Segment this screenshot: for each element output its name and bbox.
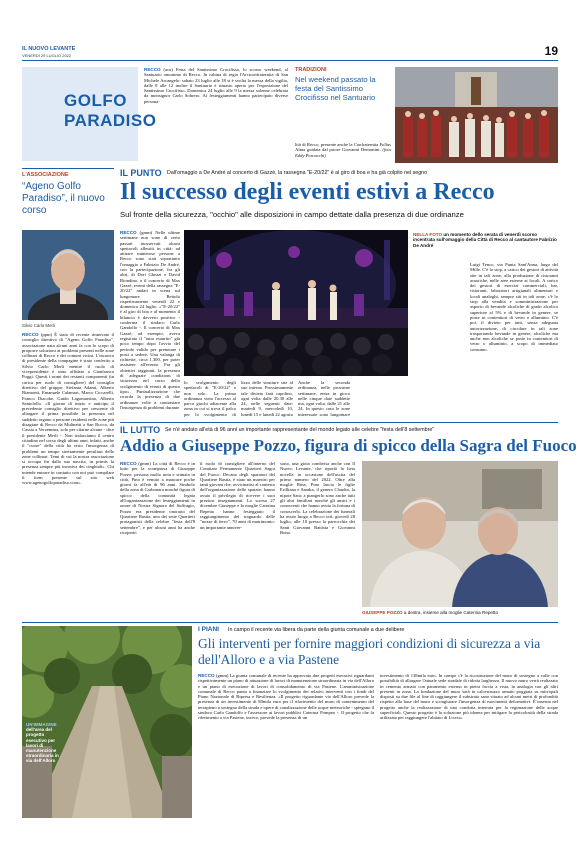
concert-photo-caption [413,232,558,248]
top-story-credit: (foto Eddy Porcacchi) [295,147,391,158]
main-col3-text: lizzo delle strutture site al suo interno. Prossimamente tale divieto farà capolino, ogni volta dalle 20.30 alle 24, nelle seguenti date: martedì 9, mercoledì 10, lunedì 15 e lunedì 22 agosto [241,380,293,417]
issue-date: VENERDÌ 29 LUGLIO 2022 [22,53,72,58]
masthead [22,44,558,60]
obituary-lead: RECCO [120,461,137,466]
via-alloro-caption-lead: UN'IMMAGINE [26,722,57,727]
section-title-line1: GOLFO [64,91,127,110]
obituary-col2-text: il ruolo di consigliere all'interno del Comitato Permanente Quartieri Sagra del Fuoco. Decano degli sparatori del Quartiere Bastia, è stato un maestro per tanti giovani che, avvicinatisi al contesto dell'organizzazione delle sparate, hanno avuto il privilegio di ricevere i suoi preziosi insegnamenti. Lo scorso 27 dicembre Giuseppe e la moglie Caterina Repetto hanno festeggiato il raggiungimento del traguardo delle "nozze di ferro", 70 anni di matrimonio: un importante anniver- [200,461,275,530]
main-right-col [470,262,558,418]
main-headline: Il successo degli eventi estivi a Recco [120,179,495,205]
main-lead: RECCO [120,230,137,235]
plans-col1 [198,673,374,818]
association-rule [22,168,114,169]
merli-portrait [22,230,114,320]
section-title-line2: PARADISO [64,111,157,130]
association-text: (ppm) È stato di recente rinnovato il consiglio direttivo di "Ageno Golfo Paradiso", associazione nata alcuni anni fa con lo scopo di proporre soluzioni ai problemi presenti nelle zone collinari di Recco e dei comuni vicini. L'incarico di presidente della compagine è stato conferito a Silvio Carlo Merli mentre il ruolo di vicepresidente è stato affidato a Gianfranco Poggi. Questi i nomi dei restanti componenti (in carica per ruolo di consigliere) del consiglio direttivo del gruppo: Stefania Adami, Alberto Biamonti, Emanuele Calamari, Marco Ciccarelli, Franco Diacobe, Guido Lagomarsino, Alberto Santolollo. «Il giorno di inizio e anticipo il precedente consiglio direttivo per crescente di allargare il prima possibile la presenza nel suddetto organo a persone residenti nelle zone più disagiate di Recco da Mulinetti a San Rocco, da Cassia a Verzemma, solo per citarne alcune - dice il presidente Merli -. Non tralasciamo il centro cittadino nel corso degli ultimi anni, infatti, anche il "cuore" della città ha visto l'insorgenza di problemi un tempo strettamente peculiari delle zone collinari. Temi di cui la nostra associazione si occupa fin dalla sua nascita, in primis la presenza sempre più invasiva dei cinghiali». Chi intende entrare in contatto con noi può compilare il form presente sul sito web www.agenogolfoparadiso.com». [22,332,114,486]
obituary-col1 [120,461,195,617]
association-headline: “Ageno Golfo Paradiso”, il nuovo corso [22,181,105,216]
plans-headline: Gli interventi per fornire maggiori condizioni di sicurezza a via dell'Alloro e a via Pastene [198,636,541,667]
obituary-col3-text: sario, una gioia condivisa anche con Il Nuovo Levante, che riportò la lieta novella in occasione dell'uscita del primo numero del 2022. Oltre alla moglie Rina, Pino lascia le figlie Erilliana e Sandra, il genero Claudio, la nipote Sara: a piangerlo sono anche tutti gli altri familiari nonché gli amici e i conoscenti che hanno avuto la fortuna di conoscerlo. La celebrazione dei funerali ha avuto luogo a Recco ieri, giovedì 28 luglio, alle 10 presso la parrocchia dei Santi Giovanni Battista e Giovanni Bono. [280,461,355,535]
main-strap: Dall'omaggio a De André al concerto di Gazzè, la rassegna "E-20/22" è al giro di boa e ha già colpito nel segno [167,170,428,176]
pozzo-caption-lead: GIUSEPPE POZZO [362,610,403,615]
plans-col2 [380,673,558,818]
main-col4 [298,380,350,418]
top-story-kicker: TRADIZIONI [295,67,327,73]
obituary-col3 [280,461,355,617]
page-number: 19 [544,44,558,58]
pozzo-photo [362,461,558,607]
top-story-caption [295,142,391,164]
association-lead: RECCO [22,332,39,337]
main-right-col-text: Luigi Tenco, via Punta Sant'Anna, largo del Mille. C'è lo stop, a carico dei gestori di attività site in tali zone, alla produzione di ristoranti acustiche, nelle aree esterne ai locali. A carico dei gestori di esercizi commerciali, bar, ristoranti, laboratori artigianali alimentari e locali analoghi, sempre siti in tali zone, c'è lo stop alla vendita e somministrazione per asporto di bevande alcoliche di grado alcolico superiore al 5% e di bevande in genere, se poste in contenitori di vetro o alluminio. C'è poi, il divieto per tutti, senza adeguata autorizzazione, di circolare in tali zone trasportando bevande in genere, alcoliche ma anche non alcoliche se poste in contenitori di vetro o alluminio, a scopo di immediato consumo. [470,262,558,352]
association-kicker: L'ASSOCIAZIONE [22,172,69,178]
santuario-photo [395,67,558,163]
pozzo-caption-text: a destra, insieme alla moglie Caterina Repetto [403,610,499,615]
top-story-lead: RECCO [144,67,161,72]
top-story-caption-text: lità di Recco, presente anche la Confraternita Follus Alma guidata dal priore Giovanni Demartini. [295,142,391,153]
main-kicker: IL PUNTO [120,168,162,178]
association-body [22,332,114,619]
obituary-strap: Se n'è andato all'età di 96 anni un importante rappresentante del mondo legato alle celebre "festa dell'8 settembre" [165,427,435,433]
concert-caption-text: un momento dello serata di venerdì scorso incentrata sull'omaggio della Città di Recco al cantautore Fabrizio De André [413,232,557,248]
obituary-headline: Addio a Giuseppe Pozzo, figura di spicco della Sagra del Fuoco [120,436,577,455]
pozzo-caption [362,610,558,615]
concert-photo [184,230,408,376]
plans-kicker: I PIANI [198,626,219,633]
merli-caption: Silvio Carlo Merli [22,323,55,328]
main-subhead: Sul fronte della sicurezza, "occhio" alle disposizioni in campo dettate dalla presenza di due ordinanze [120,210,464,219]
main-col1 [120,230,180,417]
top-story-text: (acu) Festa del Santissimo Crocifisso, lo scorso weekend, al Santuario omonimo di Recco. In cabina di regia l'Arciconfraternita di San Michele Arcangelo: sabato 23 luglio alle 18 si è svolta la messa della vigilia, dalle 8 alle 12 inoltre il Santuario è rimasto aperto per l'esposizione del Santissimo Crocifisso. Domenica 24 luglio alle 9 la messa solenne celebrata da monsignor Carlo Sobrero. Ai festeggiamenti hanno partecipato diverse persona- [144,67,288,104]
main-col3 [241,380,293,418]
main-col4-text: Anche la seconda ordinanza, nelle prossime settimane, entra in gioco nelle cinque date suddette ma, ogni volta, dalle 21 alle 24. In questo caso le zone interessate sono lungomare [298,380,350,417]
obituary-rule [120,422,558,423]
via-alloro-caption-text: dell'area del progetto esecutivo per lavori di manutenzione straordinaria in via dell'Alloro [26,727,59,764]
paper-name: IL NUOVO LEVANTE [22,46,76,52]
main-col2 [184,380,236,418]
main-col2-text: lo svolgimento degli spettacoli di "E-20/22" e non solo. La prima ordinanza vieta l'accesso al parco giochi adiacente alla zona in cui si trova il palco per lo svolgimento di [184,380,236,417]
masthead-rule [22,60,558,61]
plans-rule [22,622,558,623]
plans-lead: RECCO [198,673,215,678]
top-story-headline: Nel weekend passato la festa del Santissimo Crocifisso nel Santuario [295,75,376,102]
plans-col2-text: investimento di 138mila euro. In campo c'è la ricostruzione del muro di sostegno a valle con possibilità di allargare l'attuale sede stradale di ridotta larghezza. Il nuovo muro verrà realizzato in cemento armato con paramento esterno in pietra faccia a vista, in analogia con gli altri presenti in zona. La fondazione del muro sarà in calcestruzzo armato poggiata su micropali disposti su due file al fine di raggiungere il substrato sano situato ad alcuni metri di profondità rispetto alla base del muro e scongiurare l'insorgenza di movimenti deformativi. È inserita nel progetto anche la realizzazione di una condotta interrata per la regimazione delle acque superficiali. Questo progetto è la soluzione più idonea per mitigare la pericolosità della strada utilizzata per raggiungere l'abitato di Licesi». [380,673,558,721]
obituary-col2 [200,461,275,617]
plans-strap: In campo il recente via libera da parte della giunta comunale a due delibere [228,627,405,633]
concert-caption-lead: NELLA FOTO [413,232,443,237]
main-col1-text: (gmm) Nelle ultime settimane non sono di certo passati inosservati alcuni spettacoli allestiti in città: ad attirare numerose persone a Recco sono stati soprattutto l'omaggio a Fabrizio De André, con la partecipazione, fra gli altri, di Dori Ghezzi e David Riondino, e il concerto di Max Gazzè, eventi della rassegna "E-20/22" andati in scena sul lungomare Bettolo rispettivamente venerdì 22 e domenica 24 luglio. «"E-20/22" è al giro di boa e al momento il bilancio è davvero positivo - conferma il sindaco Carlo Gandolfo -. Il concerto di Max Gazzè, ad esempio, aveva registrato il "tutto esaurito" già poco tempo dopo l'avvio del periodo valido per prenotare i posti a sedere. Una valanga di richieste, circa 1.300, per poter assistere all'evento. Fra gli obiettivi raggiunti, la presenza di adeguate condizioni di sicurezza nel corso dello svolgimento di eventi di questo tipo». Puntualizzazione che ricorda la presenza di due ordinanze volte a contrastare l'insorgenza di problemi durante [120,230,180,410]
via-alloro-caption [26,722,60,764]
obituary-kicker: IL LUTTO [120,425,161,435]
top-story-body [144,67,288,163]
obituary-col1-text: (gmm) La città di Recco è in lutto per la scomparsa di Giuseppe Pozzo: persona molto nota e stimata in città, Pino è venuto a mancare poche giorni fa all'età di 96 anni. Simbolo della zona di Carbonara nonché figura di spicco della comunità legata all'organizzazione dei festeggiamenti in onore di Nostra Signora del Suffragio, Pozzo era presidente onorario del Quartiere Bastia, uno dei sette Quartieri protagonisti della celebre "festa dell'8 settembre", e per alcuni anni ha anche ricoperto [120,461,195,535]
plans-col1-text: (gmm) La giunta comunale di recente ha approvato due progetti esecutivi riguardanti rispettivamente un piano di attuazione di lavori di manutenzione straordinaria in via dell'Alloro e un piano di esecuzione di lavori di consolidamento di via Pastene. L'amministrazione comunale di Recco punta a finanziare lo svolgimento dei relativi interventi con i fondi del Piano Nazionale di Ripresa e Resilienza. «Il progetto riguardante via dell'Alloro prevede la presenza di un investimento di 80mila euro per il rifacimento del muro di contenimento del terrapieno a sostegno della strada e opere di canalizzazione delle acque meteoriche - spiegano il sindaco Carlo Gandolfo e l'assessore ai lavori pubblici Caterina Pompeo -. Il progetto che fa riferimento a via Pastene, invece, prevede la presenza di un [198,673,374,721]
